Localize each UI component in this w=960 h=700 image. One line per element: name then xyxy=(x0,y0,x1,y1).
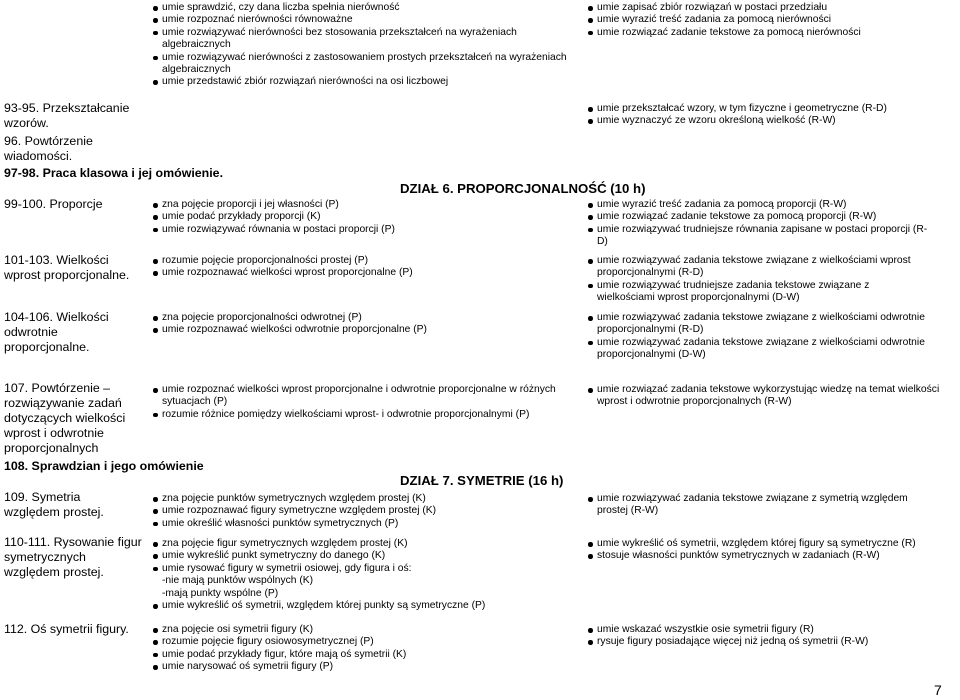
list-item: umie rozpoznać wielkości wprost proporcjonalne i odwrotnie proporcjonalne w różnych sytuacjach (P) xyxy=(150,384,575,409)
list-item: umie wykreślić oś symetrii, względem której figury są symetryczne (R) xyxy=(585,538,935,550)
topic-93-95: 93-95. Przekształcanie wzorów. xyxy=(4,101,130,130)
list-item: umie wyrazić treść zadania za pomocą proporcji (R-W) xyxy=(585,199,935,211)
list-item: umie rozwiązywać zadania tekstowe związane z symetrią względem prostej (R-W) xyxy=(585,493,925,518)
list-item: umie podać przykłady figur, które mają oś symetrii (K) xyxy=(150,649,580,661)
list-item: umie narysować oś symetrii figury (P) xyxy=(150,661,580,673)
topic-108: 108. Sprawdzian i jego omówienie xyxy=(4,459,204,473)
list-item: umie rozwiązywać zadania tekstowe związane z wielkościami wprost proporcjonalnymi (R-D) xyxy=(585,255,925,280)
list-item: zna pojęcie osi symetrii figury (K) xyxy=(150,624,580,636)
list-item: umie rozwiązywać trudniejsze równania zapisane w postaci proporcji (R-D) xyxy=(585,224,935,249)
list-item: umie rozwiązywać trudniejsze zadania tekstowe związane z wielkościami wprost proporcjonalnymi (D-W) xyxy=(585,280,925,305)
topic-97-98: 97-98. Praca klasowa i jej omówienie. xyxy=(4,166,224,180)
topic-96: 96. Powtórzenie wiadomości. xyxy=(4,134,93,163)
r112-col3-list xyxy=(585,624,945,649)
list-item: umie przekształcać wzory, w tym fizyczne i geometryczne (R-D) xyxy=(585,103,955,115)
list-item: stosuje własności punktów symetrycznych w zadaniach (R-W) xyxy=(585,550,935,562)
list-item: umie rozwiązać zadanie tekstowe za pomocą proporcji (R-W) xyxy=(585,211,935,223)
topic-110-111: 110-111. Rysowanie figur symetrycznych względem prostej. xyxy=(4,535,142,579)
list-item: rozumie różnice pomiędzy wielkościami wprost- i odwrotnie proporcjonalnymi (P) xyxy=(150,409,575,421)
list-item: umie wskazać wszystkie osie symetrii figury (R) xyxy=(585,624,945,636)
r93-col3-list xyxy=(585,103,955,128)
r112-col2-list xyxy=(150,624,580,674)
r101-col3-list xyxy=(585,255,925,305)
list-item: umie przedstawić zbiór rozwiązań nierówności na osi liczbowej xyxy=(150,76,580,88)
list-item: umie rozwiązywać zadania tekstowe związane z wielkościami odwrotnie proporcjonalnymi (D-W) xyxy=(585,337,925,362)
list-item: umie sprawdzić, czy dana liczba spełnia nierówność xyxy=(150,2,580,14)
r109-col3-list xyxy=(585,493,925,518)
r110-col3-list xyxy=(585,538,935,563)
r110-col2-list xyxy=(150,538,580,612)
topic-112: 112. Oś symetrii figury. xyxy=(4,622,129,636)
topic-99-100: 99-100. Proporcje xyxy=(4,197,103,211)
list-item: zna pojęcie figur symetrycznych względem prostej (K) xyxy=(150,538,580,550)
r104-col2-list xyxy=(150,312,580,337)
list-item: umie rozwiązać zadania tekstowe wykorzystując wiedzę na temat wielkości wprost i odwrotnie proporcjonalnych (R-W) xyxy=(585,384,945,409)
r107-col3-list xyxy=(585,384,945,409)
list-item: rozumie pojęcie figury osiowosymetrycznej (P) xyxy=(150,636,580,648)
topic-107: 107. Powtórzenie – rozwiązywanie zadań dotyczących wielkości wprost i odwrotnie proporcjonalnych xyxy=(4,381,126,455)
list-item: umie rozwiązywać nierówności bez stosowania przekształceń na wyrażeniach algebraicznych xyxy=(150,27,580,52)
section-heading-6: DZIAŁ 6. PROPORCJONALNOŚĆ (10 h) xyxy=(400,181,646,196)
list-item: umie rozwiązywać równania w postaci proporcji (P) xyxy=(150,224,580,236)
list-item: umie wykreślić punkt symetryczny do danego (K) xyxy=(150,550,580,562)
list-item: umie rozpoznawać wielkości odwrotnie proporcjonalne (P) xyxy=(150,324,580,336)
topic-104-106: 104-106. Wielkości odwrotnie proporcjonalne. xyxy=(4,310,109,354)
list-item: umie rozwiązywać zadania tekstowe związane z wielkościami odwrotnie proporcjonalnymi (R-D) xyxy=(585,312,925,337)
r101-col2-list xyxy=(150,255,580,280)
page-number: 7 xyxy=(934,682,942,698)
topic-101-103: 101-103. Wielkości wprost proporcjonalne. xyxy=(4,253,130,282)
list-item: umie zapisać zbiór rozwiązań w postaci przedziału xyxy=(585,2,955,14)
list-item: zna pojęcie punktów symetrycznych względem prostej (K) xyxy=(150,493,580,505)
r109-col2-list xyxy=(150,493,580,530)
list-item: umie wyznaczyć ze wzoru określoną wielkość (R-W) xyxy=(585,115,955,127)
list-item: umie wyrazić treść zadania za pomocą nierówności xyxy=(585,14,955,26)
section-heading-7: DZIAŁ 7. SYMETRIE (16 h) xyxy=(400,473,564,488)
top-col2-list xyxy=(150,2,580,89)
list-item: zna pojęcie proporcjonalności odwrotnej (P) xyxy=(150,312,580,324)
list-item: umie wykreślić oś symetrii, względem której punkty są symetryczne (P) xyxy=(150,600,580,612)
list-item: umie rozwiązać zadanie tekstowe za pomocą nierówności xyxy=(585,27,955,39)
list-item: umie rozwiązywać nierówności z zastosowaniem prostych przekształceń na wyrażeniach algebraicznych xyxy=(150,52,580,77)
r99-col3-list xyxy=(585,199,935,249)
list-item: rozumie pojęcie proporcjonalności prostej (P) xyxy=(150,255,580,267)
list-item: umie rozpoznawać wielkości wprost proporcjonalne (P) xyxy=(150,267,580,279)
list-item: -mają punkty wspólne (P) xyxy=(162,587,279,599)
topic-109: 109. Symetria względem prostej. xyxy=(4,490,104,519)
r99-col2-list xyxy=(150,199,580,236)
list-item: umie rysować figury w symetrii osiowej, gdy figura i oś: xyxy=(150,563,580,575)
r104-col3-list xyxy=(585,312,925,362)
list-item: umie określić własności punktów symetrycznych (P) xyxy=(150,518,580,530)
r107-col2-list xyxy=(150,384,575,421)
list-item: -nie mają punktów wspólnych (K) xyxy=(162,575,314,587)
list-item: umie rozpoznawać figury symetryczne względem prostej (K) xyxy=(150,505,580,517)
list-item: umie rozpoznać nierówności równoważne xyxy=(150,14,580,26)
top-col3-list xyxy=(585,2,955,39)
list-item: rysuje figury posiadające więcej niż jedną oś symetrii (R-W) xyxy=(585,636,945,648)
list-item: zna pojęcie proporcji i jej własności (P) xyxy=(150,199,580,211)
list-item: umie podać przykłady proporcji (K) xyxy=(150,211,580,223)
